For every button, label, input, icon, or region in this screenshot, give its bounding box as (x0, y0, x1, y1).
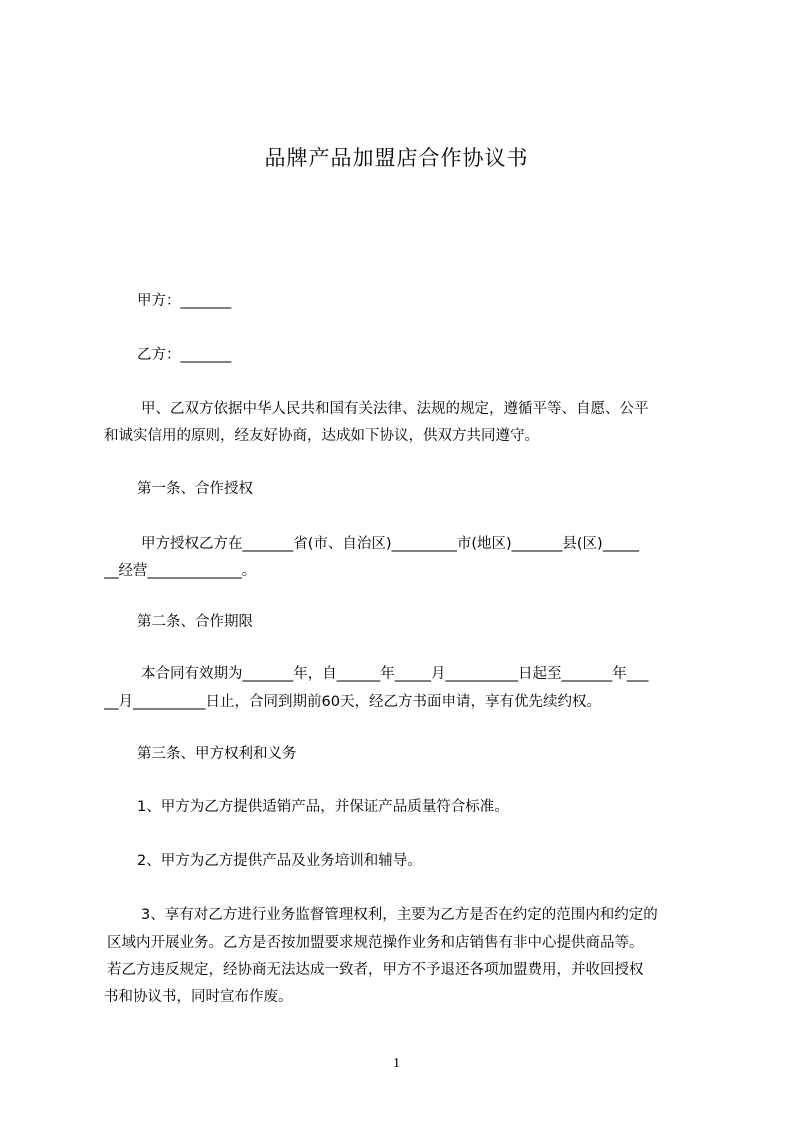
article-2-line-1: 本合同有效期为_______年，自______年_____月__________日起至_______年___ (141, 666, 649, 682)
page-number: 1 (393, 1056, 400, 1071)
party-b-line: 乙方：_______ (137, 347, 232, 363)
article-3-item-3-line-4: 书和协议书，同时宣布作废。 (104, 989, 293, 1005)
article-3-item-1: 1、甲方为乙方提供适销产品，并保证产品质量符合标准。 (137, 799, 509, 815)
party-a-line: 甲方：_______ (137, 293, 232, 309)
article-1-line-2: __经营_____________。 (104, 563, 257, 579)
article-2-heading: 第二条、合作期限 (137, 614, 253, 630)
article-3-heading: 第三条、甲方权利和义务 (137, 746, 297, 762)
article-1-line-1: 甲方授权乙方在_______省(市、自治区)_________市(地区)_______县(区)_____ (141, 536, 639, 552)
article-1-heading: 第一条、合作授权 (137, 481, 253, 497)
preamble-line-1: 甲、乙双方依据中华人民共和国有关法律、法规的规定，遵循平等、自愿、公平 (141, 401, 649, 417)
article-2-line-2: __月__________日止，合同到期前60天，经乙方书面申请，享有优先续约权。 (104, 694, 601, 710)
article-3-item-3-line-2: 区域内开展业务。乙方是否按加盟要求规范操作业务和店销售有非中心提供商品等。 (107, 935, 644, 951)
document-title: 品牌产品加盟店合作协议书 (264, 146, 529, 170)
article-3-item-2: 2、甲方为乙方提供产品及业务培训和辅导。 (137, 853, 422, 869)
preamble-line-2: 和诚实信用的原则，经友好协商，达成如下协议，供双方共同遵守。 (104, 428, 539, 444)
article-3-item-3-line-3: 若乙方违反规定，经协商无法达成一致者，甲方不予退还各项加盟费用，并收回授权 (107, 962, 644, 978)
article-3-item-3-line-1: 3、享有对乙方进行业务监督管理权利，主要为乙方是否在约定的范围内和约定的 (141, 907, 658, 923)
